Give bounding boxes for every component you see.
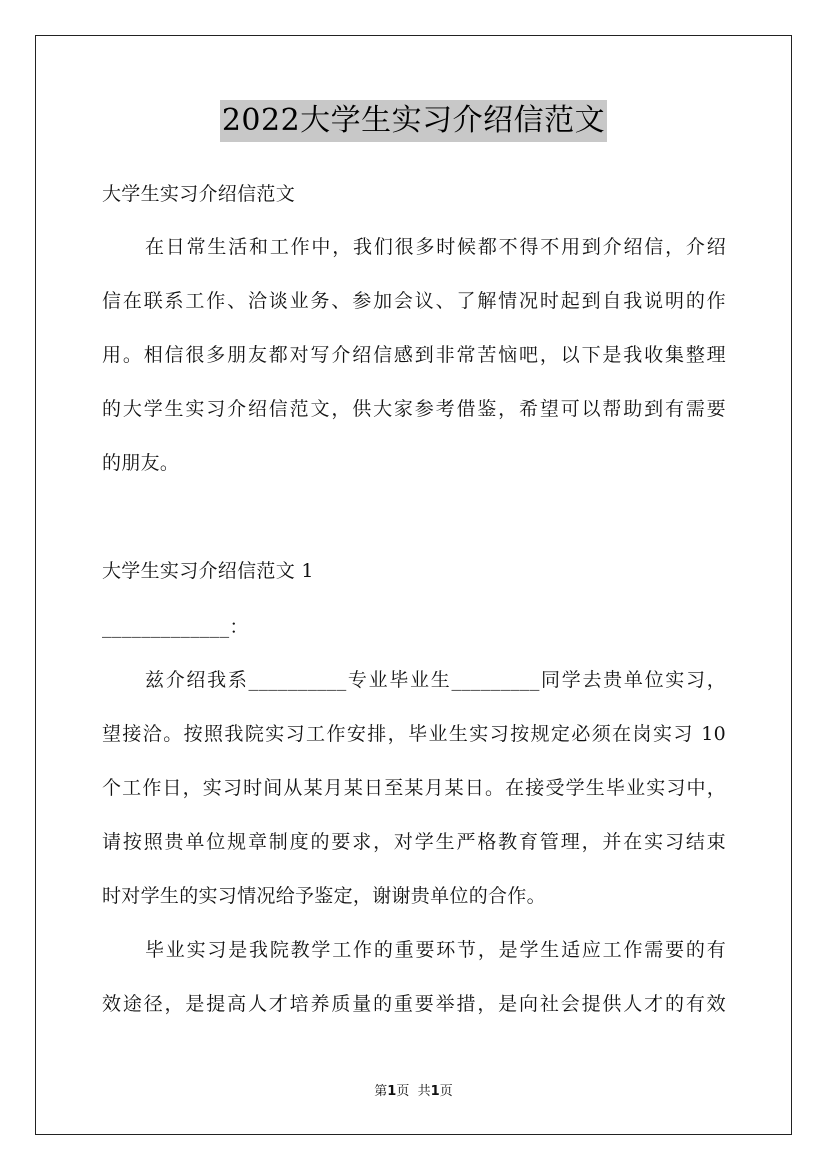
page-prefix: 第 <box>374 1084 388 1099</box>
letter-line-4: 请按照贵单位规章制度的要求，对学生严格教育管理，并在实习结束 <box>102 831 726 853</box>
letter2-line-1: 毕业实习是我院教学工作的重要环节，是学生适应工作需要的有 <box>145 939 726 961</box>
letter-line-5: 时对学生的实习情况给予鉴定，谢谢贵单位的合作。 <box>102 885 546 907</box>
title-container <box>0 100 827 142</box>
intro-line-5: 的朋友。 <box>102 452 180 474</box>
page-total: 1 <box>430 1084 440 1099</box>
intro-line-2: 信在联系工作、洽谈业务、参加会议、了解情况时起到自我说明的作 <box>102 290 726 312</box>
intro-line-4: 的大学生实习介绍信范文，供大家参考借鉴，希望可以帮助到有需要 <box>102 398 726 420</box>
page-footer <box>0 1083 827 1101</box>
document-title: 2022大学生实习介绍信范文 <box>220 100 607 142</box>
page-current: 1 <box>387 1084 397 1099</box>
intro-line-1: 在日常生活和工作中，我们很多时候都不得不用到介绍信，介绍 <box>145 236 726 258</box>
letter-line-3: 个工作日，实习时间从某月某日至某月某日。在接受学生毕业实习中， <box>102 777 726 799</box>
letter2-line-2: 效途径，是提高人才培养质量的重要举措，是向社会提供人才的有效 <box>102 993 726 1015</box>
total-suffix: 页 <box>439 1084 453 1099</box>
section-heading: 大学生实习介绍信范文 1 <box>102 560 314 582</box>
page-suffix: 页 <box>396 1084 410 1099</box>
document-subtitle: 大学生实习介绍信范文 <box>102 183 296 205</box>
total-prefix: 共 <box>417 1084 431 1099</box>
letter-line-1: 兹介绍我系__________专业毕业生_________同学去贵单位实习， <box>145 669 726 691</box>
letter-line-2: 望接洽。按照我院实习工作安排，毕业生实习按规定必须在岗实习 10 <box>102 723 726 745</box>
salutation-line: _____________： <box>102 616 249 638</box>
intro-line-3: 用。相信很多朋友都对写介绍信感到非常苦恼吧，以下是我收集整理 <box>102 344 726 366</box>
